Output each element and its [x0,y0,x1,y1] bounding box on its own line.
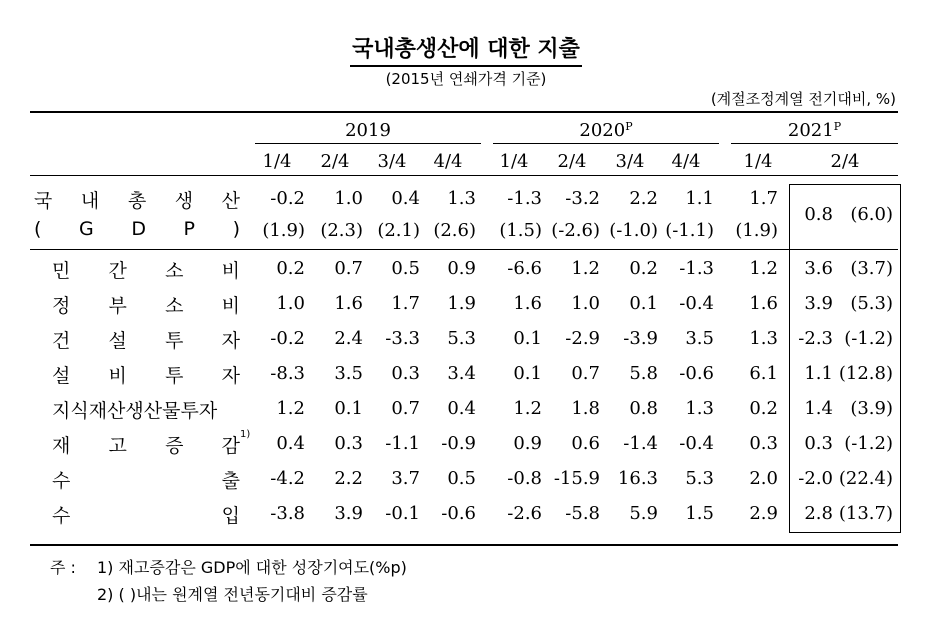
yoy-cell: (13.7) [838,503,893,524]
label-char: 간 [108,260,127,282]
quarter-header: 2/4 [320,151,350,172]
table-bottom-rule [30,544,898,546]
value-cell: 0.1 [513,363,542,384]
value-cell: 1.1 [804,363,833,384]
value-cell: -0.9 [441,433,476,454]
quarter-header: 1/4 [499,151,529,172]
value-cell: -0.6 [441,503,476,524]
gdp-yoy-cell: (1.5) [499,220,542,241]
label-char: 정 [52,295,71,317]
value-cell: 0.9 [513,433,542,454]
yoy-cell: (3.9) [850,398,893,419]
value-cell: 0.3 [804,433,833,454]
footnote-1: 1) 재고증감은 GDP에 대한 성장기여도(%p) [97,558,407,577]
value-cell: 2.8 [804,503,833,524]
label-char: 출 [221,470,240,492]
gdp-yoy-cell: (6.0) [850,204,893,225]
value-cell: -8.3 [270,363,305,384]
page-title: 국내총생산에 대한 지출 [0,36,932,67]
value-cell: 0.1 [513,328,542,349]
gdp-yoy-cell: (2.1) [377,220,420,241]
value-cell: 2.2 [334,468,363,489]
label-char: 투 [165,365,184,387]
quarter-header: 4/4 [433,151,463,172]
value-cell: 0.7 [391,398,420,419]
gdp-yoy-cell: (1.9) [262,220,305,241]
label-char: 자 [221,365,240,387]
year-group-rule [731,143,898,144]
label-char: 총 [127,190,147,212]
label-char: 비 [108,365,127,387]
value-cell: 0.1 [629,293,658,314]
value-cell: -5.8 [565,503,600,524]
yoy-cell: (-1.2) [844,328,893,349]
value-cell: 1.8 [571,398,600,419]
gdp-value-cell: -0.2 [270,188,305,209]
gdp-value-cell: 2.2 [629,188,658,209]
gdp-yoy-cell: (2.3) [320,220,363,241]
gdp-value-cell: 1.0 [334,188,363,209]
gdp-value-cell: -1.3 [507,188,542,209]
value-cell: 1.4 [804,398,833,419]
row-label-gdp-abbrev [34,218,240,240]
year-group-rule [493,143,719,144]
page-subtitle: (2015년 연쇄가격 기준) [385,70,547,88]
value-cell: -3.9 [623,328,658,349]
table-top-rule [30,111,898,113]
value-cell: 0.2 [629,258,658,279]
value-cell: -0.2 [270,328,305,349]
value-cell: 0.4 [447,398,476,419]
value-cell: -2.3 [798,328,833,349]
value-cell: 0.8 [629,398,658,419]
value-cell: 1.3 [749,328,778,349]
label-char: 민 [52,260,71,282]
value-cell: -0.8 [507,468,542,489]
header-bottom-rule [30,175,898,176]
gdp-value-cell: 1.3 [447,188,476,209]
footnote-2: 2) ( )내는 원계열 전년동기대비 증감률 [97,585,368,604]
gdp-value-cell: 0.4 [391,188,420,209]
value-cell: 1.9 [447,293,476,314]
gdp-yoy-cell: (-2.6) [551,220,600,241]
label-char: ( [34,218,42,240]
value-cell: 5.3 [447,328,476,349]
footnote-ref: 1) [240,429,251,440]
value-cell: 1.2 [276,398,305,419]
value-cell: -1.4 [623,433,658,454]
label-char: 소 [165,295,184,317]
quarter-header: 2/4 [830,151,860,172]
unit-label: (계절조정계열 전기대비, %) [710,90,896,108]
row-label [52,291,240,318]
value-cell: 3.4 [447,363,476,384]
label-char: 비 [221,260,240,282]
quarter-header: 1/4 [743,151,773,172]
gdp-yoy-cell: (-1.0) [609,220,658,241]
row-label [52,501,240,528]
row-label [52,256,240,283]
label-char: 생 [174,190,194,212]
value-cell: 0.3 [391,363,420,384]
value-cell: 0.2 [749,398,778,419]
value-cell: 1.2 [749,258,778,279]
label-char: 수 [52,470,71,492]
value-cell: 3.9 [804,293,833,314]
value-cell: 2.0 [749,468,778,489]
value-cell: 0.2 [276,258,305,279]
value-cell: -0.4 [679,433,714,454]
value-cell: 1.0 [276,293,305,314]
label-char: 증 [165,435,184,457]
value-cell: -2.6 [507,503,542,524]
yoy-cell: (12.8) [838,363,893,384]
value-cell: -0.4 [679,293,714,314]
value-cell: 1.2 [513,398,542,419]
quarter-header: 2/4 [557,151,587,172]
value-cell: -15.9 [553,468,600,489]
value-cell: 3.9 [334,503,363,524]
row-label [52,466,240,493]
label-char: 설 [108,330,127,352]
gdp-value-cell: 1.7 [749,188,778,209]
label-char: 설 [52,365,71,387]
label-char: 자 [221,330,240,352]
value-cell: 1.6 [513,293,542,314]
row-label [52,361,240,388]
label-char: 소 [165,260,184,282]
year-group-rule [255,143,481,144]
value-cell: 0.7 [334,258,363,279]
yoy-cell: (-1.2) [844,433,893,454]
row-label [52,429,251,458]
row-label [52,326,240,353]
value-cell: -3.3 [385,328,420,349]
value-cell: -1.3 [679,258,714,279]
value-cell: 0.5 [447,468,476,489]
label-char: 건 [52,330,71,352]
label-char: 고 [108,435,127,457]
value-cell: 0.5 [391,258,420,279]
gdp-value-cell: 1.1 [685,188,714,209]
label-char: D [131,218,146,240]
value-cell: 1.5 [685,503,714,524]
row-label-gdp [34,186,240,213]
value-cell: 0.3 [749,433,778,454]
label-char: ) [232,218,240,240]
quarter-header: 3/4 [615,151,645,172]
value-cell: 1.2 [571,258,600,279]
label-char: 산 [221,190,240,212]
value-cell: 2.4 [334,328,363,349]
label-char: 재 [52,435,71,457]
value-cell: 0.6 [571,433,600,454]
value-cell: 3.7 [391,468,420,489]
value-cell: 1.0 [571,293,600,314]
label-char: 내 [80,190,100,212]
value-cell: -3.8 [270,503,305,524]
year-header-2019: 2019 [345,120,391,141]
gdp-yoy-cell: (-1.1) [665,220,714,241]
value-cell: 0.1 [334,398,363,419]
gdp-yoy-cell: (2.6) [433,220,476,241]
value-cell: -0.6 [679,363,714,384]
label-char: 비 [221,295,240,317]
quarter-header: 3/4 [377,151,407,172]
label-char: 수 [52,505,71,527]
value-cell: -0.1 [385,503,420,524]
label-char-with-note [221,429,251,458]
value-cell: 1.6 [334,293,363,314]
footnote-prefix: 주 : [50,558,76,577]
label-char: P [183,218,195,240]
value-cell: 5.8 [629,363,658,384]
value-cell: 3.5 [334,363,363,384]
gdp-value-cell: -3.2 [565,188,600,209]
yoy-cell: (5.3) [850,293,893,314]
value-cell: 1.6 [749,293,778,314]
yoy-cell: (3.7) [850,258,893,279]
row-label [52,396,217,423]
value-cell: -4.2 [270,468,305,489]
label-char: 투 [165,330,184,352]
value-cell: -2.0 [798,468,833,489]
value-cell: 16.3 [617,468,658,489]
label-char: 입 [221,505,240,527]
quarter-header: 4/4 [671,151,701,172]
value-cell: 0.7 [571,363,600,384]
value-cell: -2.9 [565,328,600,349]
value-cell: 3.5 [685,328,714,349]
value-cell: 6.1 [749,363,778,384]
gdp-value-cell: 0.8 [804,204,833,225]
year-header-2021: $2021^P$ [787,120,842,141]
gdp-separator-rule [30,249,898,250]
label-text: 지식재산생산물투자 [52,400,218,422]
label-char: 국 [34,190,53,212]
quarter-header: 1/4 [262,151,292,172]
value-cell: 0.3 [334,433,363,454]
value-cell: 0.9 [447,258,476,279]
value-cell: 1.7 [391,293,420,314]
yoy-cell: (22.4) [838,468,893,489]
value-cell: 5.9 [629,503,658,524]
value-cell: -6.6 [507,258,542,279]
gdp-yoy-cell: (1.9) [735,220,778,241]
year-header-2020: $2020^P$ [579,120,633,141]
value-cell: 5.3 [685,468,714,489]
label-char: 감 [221,435,240,457]
value-cell: 2.9 [749,503,778,524]
value-cell: 0.4 [276,433,305,454]
label-char: G [79,218,94,240]
value-cell: -1.1 [385,433,420,454]
label-char: 부 [108,295,127,317]
value-cell: 3.6 [804,258,833,279]
value-cell: 1.3 [685,398,714,419]
